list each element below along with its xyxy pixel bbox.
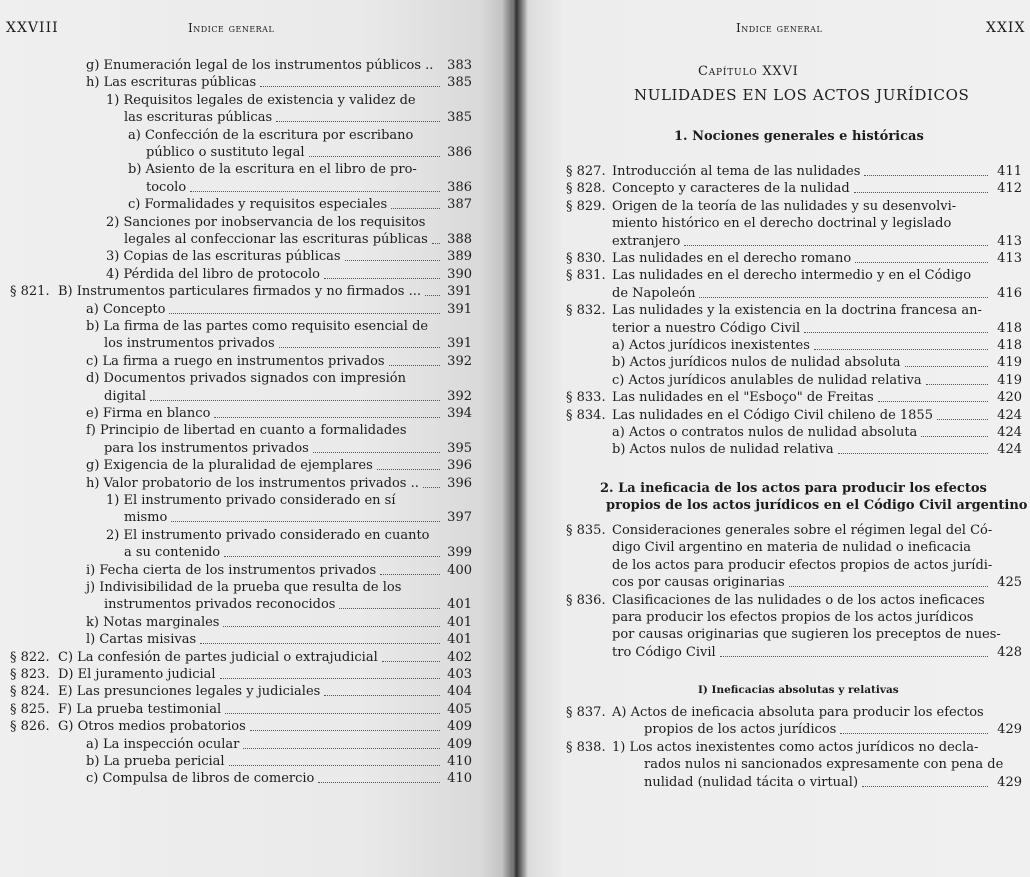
toc-entry-text: propios de los actos jurídicos [644,722,837,738]
toc-dot-leader [243,747,440,749]
toc-entry-text: Clasificaciones de las nulidades o de los actos ineficaces [612,592,985,608]
toc-page-number: 420 [997,390,1022,406]
toc-dot-leader [840,732,988,734]
toc-section-number: § 838. [566,739,606,755]
toc-entry-text: tocolo [146,179,187,195]
toc-section-number: § 823. [10,667,50,682]
toc-page-number: 418 [997,320,1022,336]
toc-entry-text: Las nulidades y la existencia en la doctrina francesa an- [612,303,982,319]
toc-entry-text: c) Compulsa de libros de comercio [86,771,315,787]
toc-section-number: § 833. [566,390,606,406]
toc-section-number: § 822. [10,649,50,665]
toc-page-number: 395 [447,440,472,456]
toc-section-number: § 821. [10,284,50,300]
toc-dot-leader [838,452,988,454]
toc-entry-text: legales al confeccionar las escrituras públicas [124,232,428,247]
toc-page-number: 389 [447,249,472,265]
toc-entry-text: Concepto y caracteres de la nulidad [612,181,850,197]
toc-dot-leader [339,607,440,609]
toc-section-number: § 828. [566,181,606,197]
toc-dot-leader [926,383,988,385]
toc-entry-text: rados nulos ni sancionados expresamente con pena de [644,757,1004,773]
toc-dot-leader [389,364,440,366]
toc-page-number: 425 [997,575,1022,591]
toc-page-number: 390 [447,266,472,282]
toc-entry-text: Las nulidades en el derecho romano [612,251,852,266]
toc-entry-text: b) Actos nulos de nulidad relativa [612,442,834,458]
toc-entry-text: C) La confesión de partes judicial o extrajudicial [58,649,378,665]
toc-dot-leader [279,346,440,348]
toc-entry-text: digo Civil argentino en materia de nulidad o ineficacia [612,540,971,556]
toc-dot-leader [324,694,440,696]
toc-dot-leader [425,294,440,296]
toc-page-number: 418 [997,338,1022,353]
toc-page-number: 402 [447,649,472,665]
section2-title-line2: propios de los actos jurídicos en el Código Civil argentino [606,498,1028,513]
toc-entry-text: a) Actos jurídicos inexistentes [612,338,810,353]
toc-page-number: 392 [447,353,472,369]
toc-entry-text: de los actos para producir efectos propios de actos jurídi- [612,557,993,573]
toc-entry-text: 2) El instrumento privado considerado en cuanto [106,527,430,543]
toc-page-number: 383 [447,58,472,73]
toc-dot-leader [720,655,988,657]
toc-dot-leader [855,261,988,263]
toc-dot-leader [229,764,440,766]
toc-entry-text: 2) Sanciones por inobservancia de los requisitos [106,214,426,230]
toc-entry-text: Origen de la teoría de las nulidades y su desenvolvi- [612,198,957,214]
toc-page-number: 429 [997,774,1022,790]
toc-dot-leader [862,785,988,787]
toc-entry-text: i) Fecha cierta de los instrumentos privados [86,562,377,578]
toc-page-number: 428 [997,644,1022,660]
toc-dot-leader [814,348,988,350]
toc-entry-text: a) Actos o contratos nulos de nulidad absoluta [612,425,918,440]
toc-section-number: § 825. [10,701,50,717]
toc-entry-text: las escrituras públicas [124,110,273,126]
book-gutter [502,0,528,877]
toc-entry-text: h) Valor probatorio de los instrumentos privados .. [86,475,419,491]
chapter-label: Capítulo XXVI [698,64,799,79]
toc-entry-text: los instrumentos privados [104,336,275,352]
toc-page-number: 387 [447,197,472,213]
toc-entry-text: Las nulidades en el "Esboço" de Freitas [612,390,874,406]
toc-page-number: 392 [447,388,472,404]
toc-page-number: 424 [997,442,1022,458]
toc-section-number: § 831. [566,268,606,284]
toc-entry-text: B) Instrumentos particulares firmados y no firmados ... [58,284,421,300]
right-folio: XXIX [986,20,1026,36]
toc-entry-text: Introducción al tema de las nulidades [612,164,861,179]
toc-page-number: 385 [447,75,472,91]
toc-entry-text: d) Documentos privados signados con impresión [86,371,406,387]
right-running-head: Indice general [736,21,823,35]
toc-section-number: § 836. [566,592,606,608]
toc-dot-leader [190,190,440,192]
toc-dot-leader [309,155,441,157]
toc-section-number: § 830. [566,251,606,266]
toc-dot-leader [171,520,440,522]
toc-section-number: § 824. [10,684,50,700]
toc-page-number: 401 [447,597,472,613]
toc-entry-text: nulidad (nulidad tácita o virtual) [644,774,859,790]
toc-entry-text: h) Las escrituras públicas [86,75,257,91]
toc-entry-text: D) El juramento judicial [58,667,216,682]
toc-entry-text: para los instrumentos privados [104,440,309,456]
toc-dot-leader [150,399,440,401]
toc-dot-leader [324,277,440,279]
toc-entry-text: Las nulidades en el derecho intermedio y en el Código [612,268,972,284]
toc-entry-text: 1) Requisitos legales de existencia y validez de [106,92,416,108]
right-page [512,0,1030,877]
toc-dot-leader [260,85,440,87]
section2-title-line1: 2. La ineficacia de los actos para producir los efectos [600,481,987,496]
toc-entry-text: k) Notas marginales [86,614,220,630]
toc-section-number: § 826. [10,719,50,735]
toc-entry-text: E) Las presunciones legales y judiciales [58,684,321,700]
toc-dot-leader [432,242,440,244]
toc-dot-leader [377,468,440,470]
toc-page-number: 410 [447,754,472,769]
toc-page-number: 413 [997,251,1022,266]
toc-entry-text: 3) Copias de las escrituras públicas [106,249,341,265]
toc-entry-text: Las nulidades en el Código Civil chileno de 1855 [612,407,933,423]
toc-dot-leader [225,712,440,714]
left-running-head: Indice general [188,21,275,35]
toc-entry-text: g) Exigencia de la pluralidad de ejemplares [86,458,373,474]
toc-page-number: 386 [447,145,472,160]
toc-entry-text: b) La prueba pericial [86,754,225,769]
toc-page-number: 419 [997,355,1022,371]
toc-entry-text: 1) Los actos inexistentes como actos jurídicos no decla- [612,739,979,755]
toc-page-number: 410 [447,771,472,787]
toc-dot-leader [250,729,440,731]
toc-page-number: 409 [447,736,472,752]
chapter-title: NULIDADES EN LOS ACTOS JURÍDICOS [634,86,970,104]
toc-page-number: 424 [997,425,1022,440]
toc-dot-leader [382,660,440,662]
toc-section-number: § 834. [566,407,606,423]
toc-dot-leader [684,244,988,246]
left-page [0,0,512,877]
toc-dot-leader [318,781,440,783]
toc-dot-leader [864,174,988,176]
toc-page-number: 391 [447,301,472,317]
toc-dot-leader [391,207,440,209]
toc-entry-text: G) Otros medios probatorios [58,719,246,735]
toc-entry-text: a) La inspección ocular [86,736,240,752]
toc-dot-leader [878,400,988,402]
toc-entry-text: b) Asiento de la escritura en el libro de pro- [128,162,417,178]
toc-entry-text: f) Principio de libertad en cuanto a formalidades [86,423,407,439]
toc-entry-text: 1) El instrumento privado considerado en sí [106,493,396,508]
toc-page-number: 396 [447,475,472,491]
toc-page-number: 411 [997,164,1022,179]
toc-entry-text: j) Indivisibilidad de la prueba que resulta de los [86,580,402,595]
toc-entry-text: e) Firma en blanco [86,406,211,421]
toc-section-number: § 829. [566,198,606,214]
toc-page-number: 409 [447,719,472,735]
toc-page-number: 403 [447,667,472,682]
toc-dot-leader [345,259,440,261]
toc-dot-leader [223,625,440,627]
toc-page-number: 401 [447,632,472,648]
toc-dot-leader [423,486,440,488]
toc-section-number: § 832. [566,303,606,319]
toc-entry-text: c) La firma a ruego en instrumentos privados [86,353,385,369]
toc-entry-text: público o sustituto legal [146,145,305,160]
toc-dot-leader [854,191,988,193]
toc-dot-leader [220,677,440,679]
toc-entry-text: cos por causas originarias [612,575,785,591]
toc-page-number: 388 [447,232,472,247]
toc-section-number: § 835. [566,523,606,538]
toc-section-number: § 837. [566,705,606,720]
toc-page-number: 405 [447,701,472,717]
toc-page-number: 391 [447,336,472,352]
toc-dot-leader [276,120,440,122]
toc-entry-text: c) Formalidades y requisitos especiales [128,197,388,213]
subsection-title: I) Ineficacias absolutas y relativas [698,684,899,696]
toc-entry-text: l) Cartas misivas [86,632,197,648]
toc-page-number: 412 [997,181,1022,197]
toc-dot-leader [905,365,988,367]
toc-dot-leader [789,585,988,587]
toc-dot-leader [699,296,988,298]
toc-entry-text: a) Confección de la escritura por escribano [128,127,414,143]
toc-entry-text: por causas originarias que sugieren los preceptos de nues- [612,627,1001,643]
section1-title: 1. Nociones generales e históricas [674,129,924,144]
toc-entry-text: F) La prueba testimonial [58,701,222,717]
toc-entry-text: mismo [124,510,168,526]
toc-dot-leader [380,573,440,575]
toc-page-number: 404 [447,684,472,700]
toc-page-number: 386 [447,179,472,195]
toc-entry-text: b) Actos jurídicos nulos de nulidad absoluta [612,355,901,371]
toc-entry-text: terior a nuestro Código Civil [612,320,801,336]
toc-dot-leader [200,642,440,644]
toc-dot-leader [169,312,440,314]
toc-entry-text: a) Concepto [86,301,166,317]
toc-page-number: 413 [997,233,1022,249]
toc-entry-text: extranjero [612,233,681,249]
toc-entry-text: Consideraciones generales sobre el régimen legal del Có- [612,523,993,538]
toc-entry-text: c) Actos jurídicos anulables de nulidad relativa [612,372,922,388]
toc-entry-text: tro Código Civil [612,644,716,660]
toc-page-number: 397 [447,510,472,526]
toc-entry-text: instrumentos privados reconocidos [104,597,336,613]
toc-page-number: 399 [447,545,472,561]
toc-entry-text: A) Actos de ineficacia absoluta para producir los efectos [612,705,984,720]
left-folio: XXVIII [6,20,59,36]
toc-page-number: 401 [447,614,472,630]
toc-page-number: 424 [997,407,1022,423]
toc-page-number: 385 [447,110,472,126]
toc-page-number: 429 [997,722,1022,738]
toc-dot-leader [921,435,988,437]
toc-entry-text: para producir los efectos propios de los actos jurídicos [612,610,974,625]
toc-entry-text: a su contenido [124,545,221,561]
toc-dot-leader [937,418,988,420]
toc-dot-leader [313,451,440,453]
toc-dot-leader [224,555,440,557]
toc-entry-text: miento histórico en el derecho doctrinal y legislado [612,216,952,232]
toc-dot-leader [214,416,440,418]
toc-section-number: § 827. [566,164,606,179]
toc-dot-leader [804,331,988,333]
toc-entry-text: b) La firma de las partes como requisito esencial de [86,319,429,334]
toc-entry-text: digital [104,388,147,404]
toc-entry-text: de Napoleón [612,285,696,301]
toc-page-number: 391 [447,284,472,300]
toc-page-number: 400 [447,562,472,578]
toc-page-number: 416 [997,285,1022,301]
toc-entry-text: g) Enumeración legal de los instrumentos públicos .. [86,58,434,73]
toc-page-number: 394 [447,406,472,421]
toc-page-number: 396 [447,458,472,474]
toc-entry-text: 4) Pérdida del libro de protocolo [106,266,320,282]
toc-page-number: 419 [997,372,1022,388]
